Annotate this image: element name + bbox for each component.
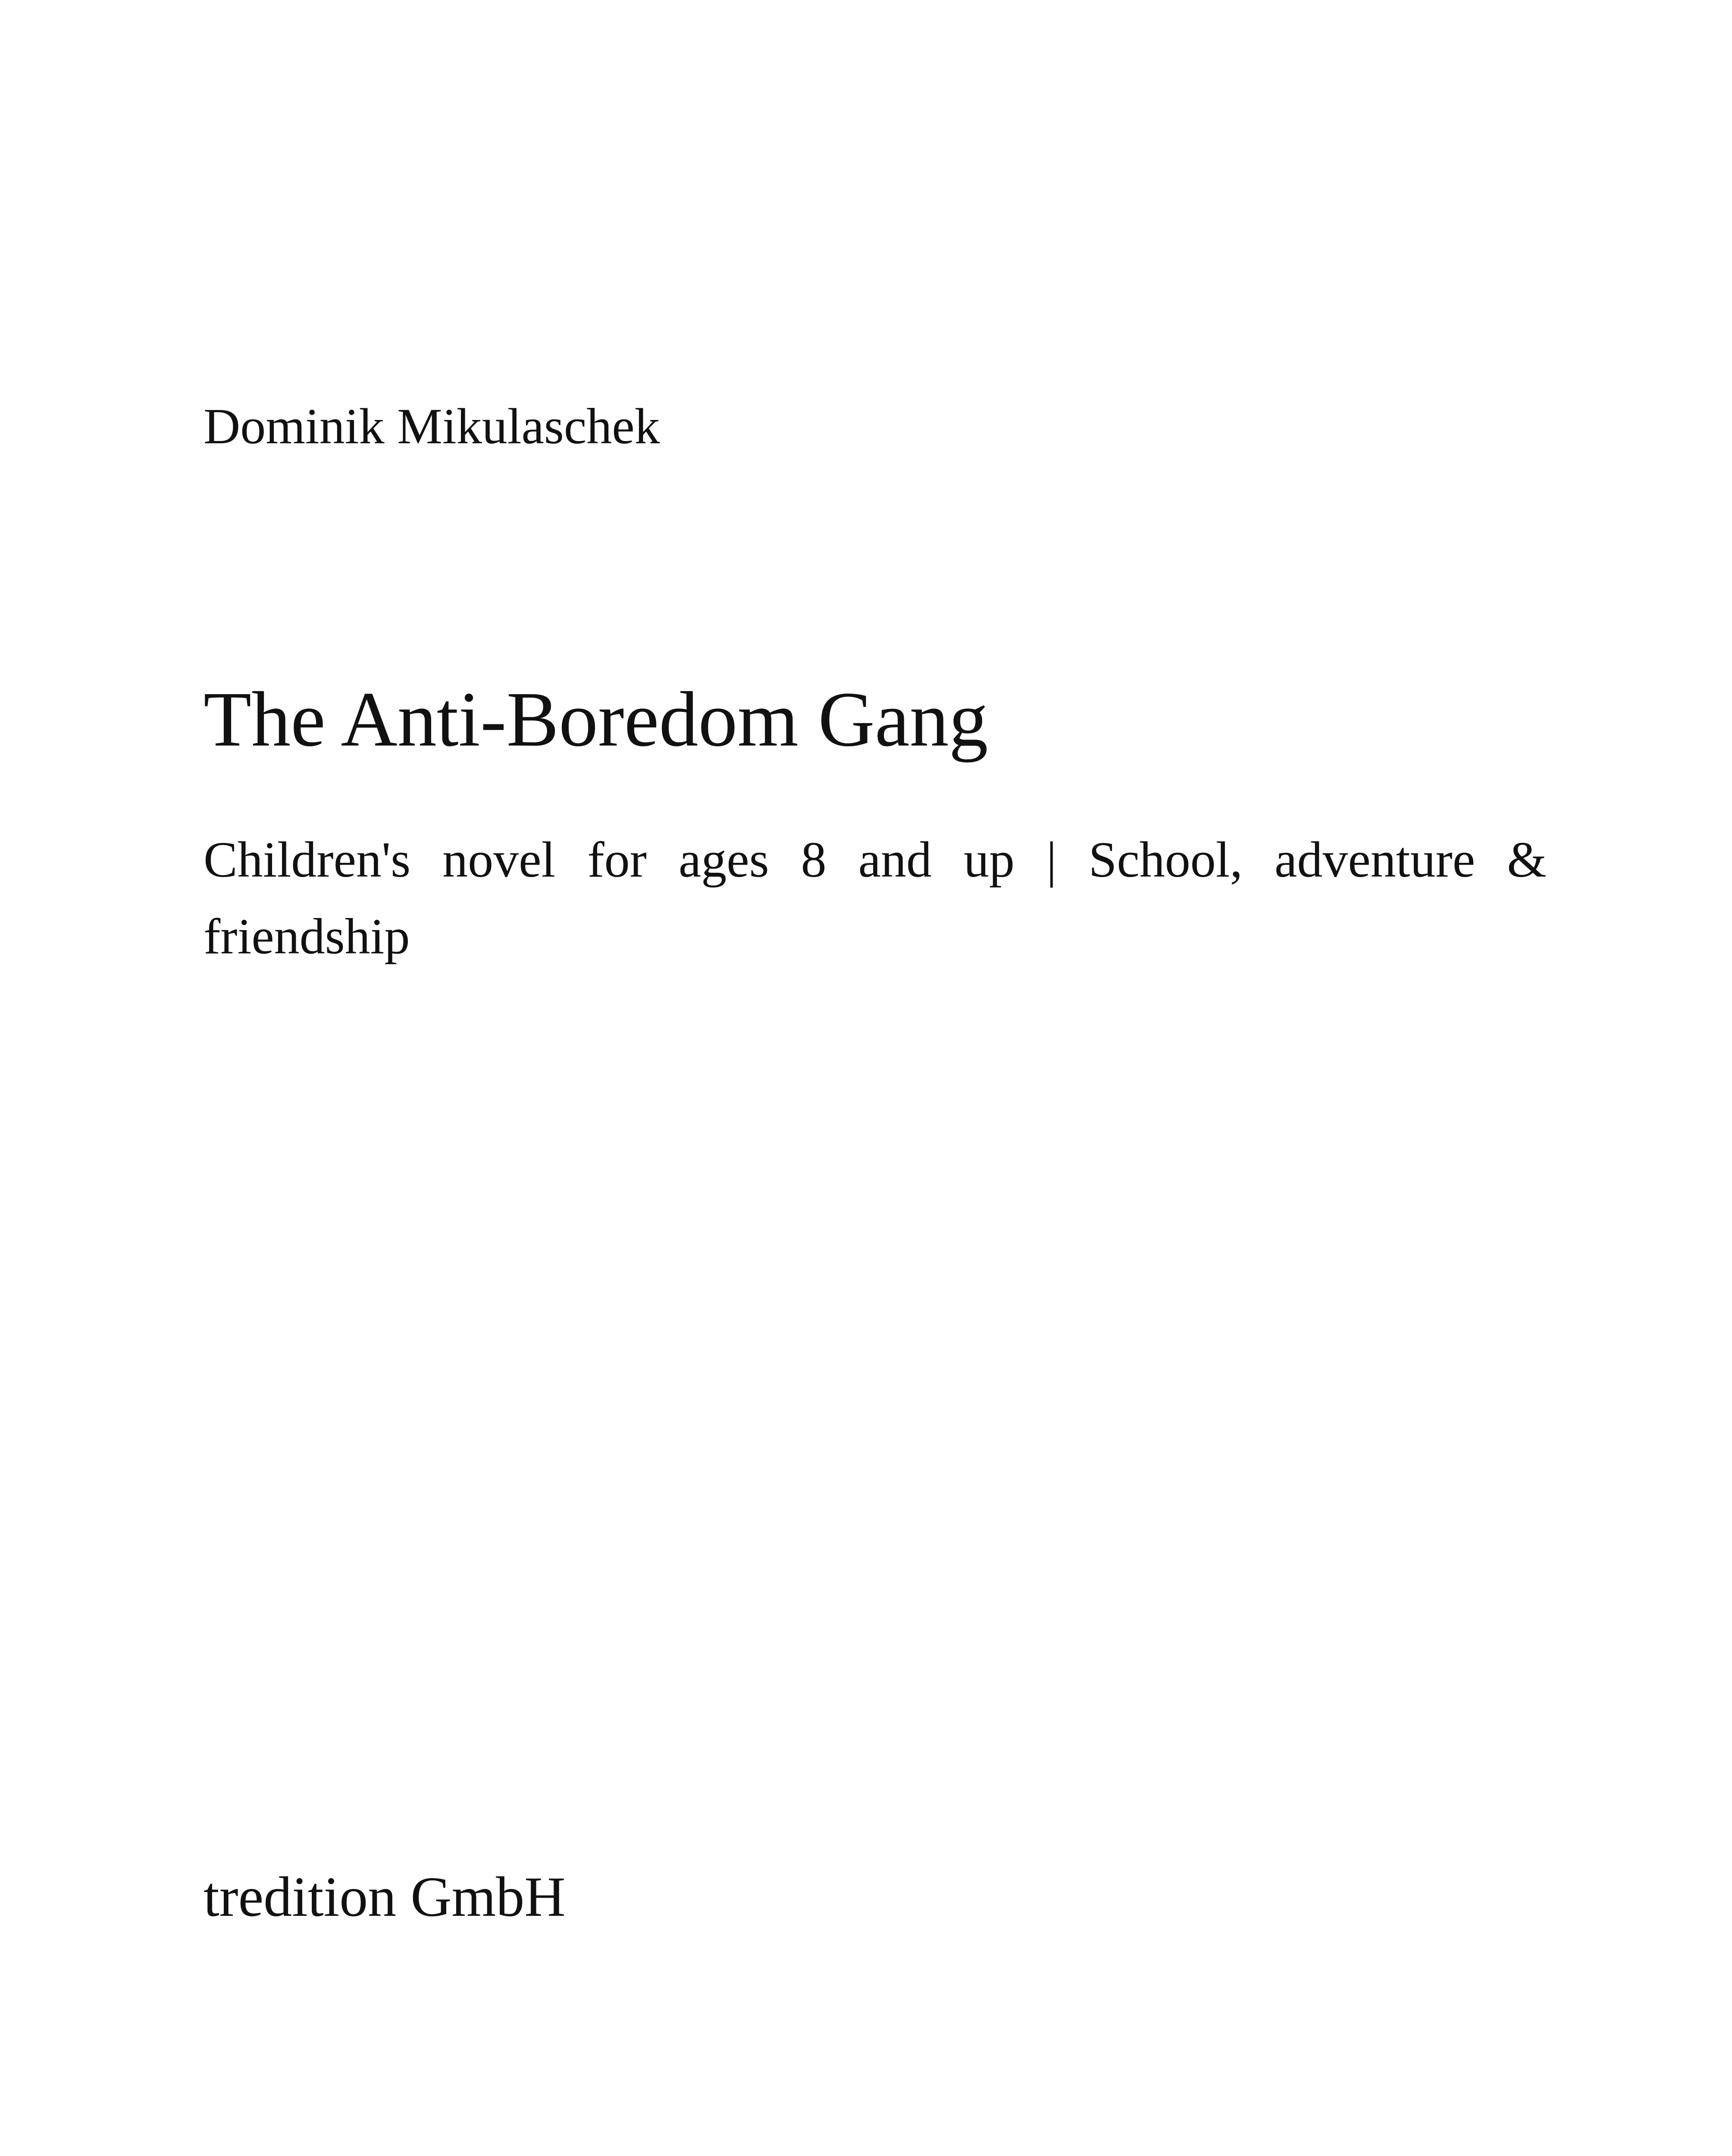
author-name: Dominik Mikulaschek xyxy=(204,398,660,454)
book-title: The Anti-Boredom Gang xyxy=(204,676,988,763)
publisher-name: tredition GmbH xyxy=(204,1865,566,1928)
book-subtitle: Children's novel for ages 8 and up | School, adventure & friendship xyxy=(204,831,1547,965)
